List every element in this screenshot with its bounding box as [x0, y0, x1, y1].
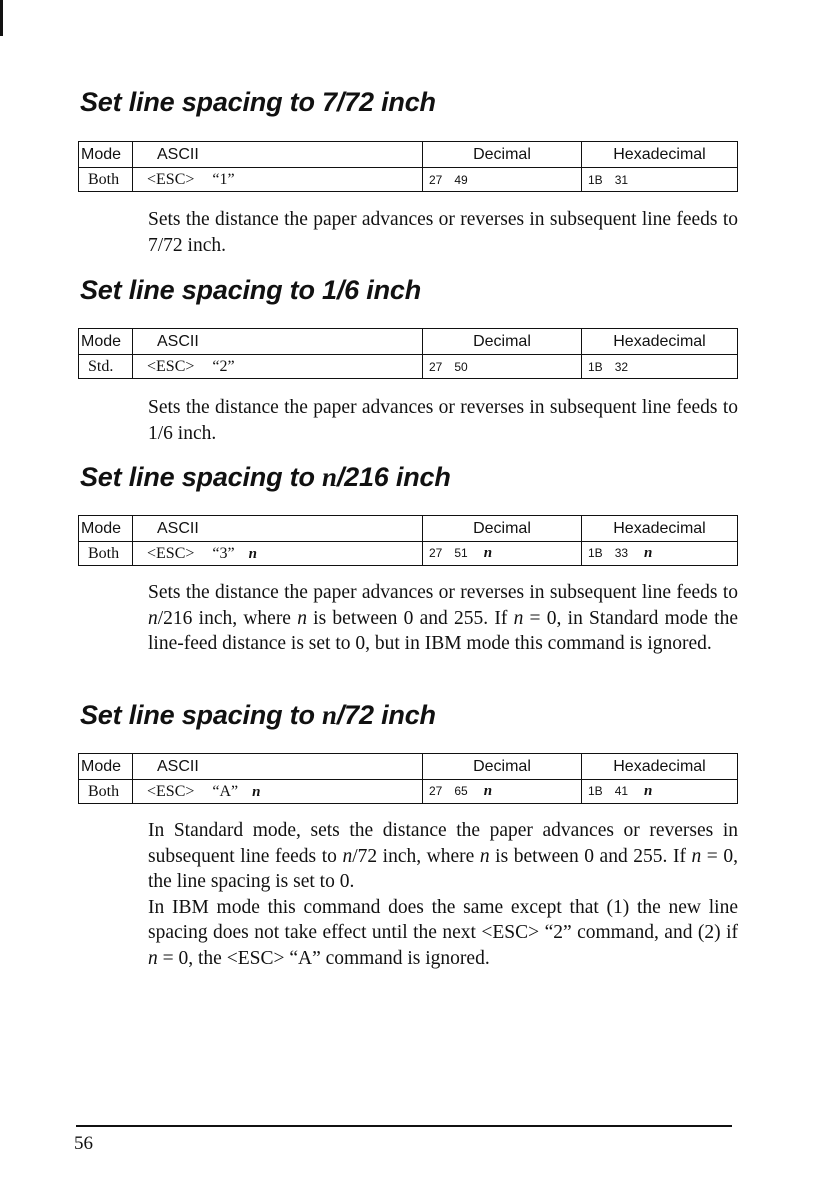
section-title-n-216 [80, 462, 451, 493]
desc-text: Sets the distance the paper advances or reverses in subsequent line feeds to [148, 582, 738, 603]
title-text: Set line spacing to [80, 462, 323, 492]
hex-value: 1B [588, 172, 603, 187]
mode-cell: Both [79, 780, 133, 804]
header-mode: Mode [79, 142, 133, 168]
dec-value: 50 [454, 359, 468, 374]
arg-token: “3” [212, 544, 235, 562]
title-text: /216 inch [336, 462, 451, 492]
header-ascii: ASCII [133, 754, 423, 780]
command-table-esc-2 [78, 328, 738, 379]
desc-var-n: n [342, 845, 353, 867]
dec-value: 27 [429, 172, 443, 187]
header-mode: Mode [79, 516, 133, 542]
desc-text: is between 0 and 255. If [306, 607, 514, 629]
param-n: n [248, 545, 257, 562]
hex-cell [582, 542, 738, 566]
table-header-row [79, 329, 738, 355]
section-title-7-72: Set line spacing to 7/72 inch [80, 87, 436, 117]
decimal-cell [423, 355, 582, 379]
page-number: 56 [74, 1133, 93, 1154]
hex-cell [582, 780, 738, 804]
desc-text: = 0, the <ESC> “A” command is ignored. [157, 947, 490, 969]
dec-value: 27 [429, 546, 443, 560]
header-hexadecimal: Hexadecimal [582, 516, 738, 542]
hex-cell [582, 168, 738, 192]
header-hexadecimal: Hexadecimal [582, 754, 738, 780]
hex-value: 32 [614, 359, 629, 374]
param-n: n [483, 545, 493, 561]
table-header-row [79, 516, 738, 542]
desc-text: /216 inch, where [157, 607, 298, 629]
header-ascii: ASCII [133, 516, 423, 542]
decimal-cell [423, 542, 582, 566]
title-text: /72 inch [336, 700, 436, 730]
dec-value: 51 [454, 546, 468, 560]
section-title-n-72 [80, 700, 436, 731]
table-row [79, 168, 738, 192]
header-ascii: ASCII [133, 142, 423, 168]
dec-value: 27 [429, 784, 443, 798]
desc-var-n: n [148, 947, 158, 969]
esc-token: <ESC> [147, 544, 195, 562]
dec-value: 27 [429, 359, 443, 374]
desc-text: = 0, the line spacing is set to 0. [148, 845, 738, 892]
header-mode: Mode [79, 754, 133, 780]
hex-value: 1B [588, 784, 603, 798]
desc-text: In IBM mode this command does the same except that (1) the new line spacing does not take effect until the next <ESC> “2” command, and (2) if [148, 896, 738, 943]
section-description: Sets the distance the paper advances or reverses in subsequent line feeds to 1/6 inch. [148, 397, 738, 444]
footer-rule [76, 1125, 732, 1127]
hex-value: 33 [614, 546, 629, 560]
mode-cell: Both [79, 542, 133, 566]
section-description [148, 818, 738, 971]
ascii-cell [133, 168, 423, 192]
header-decimal: Decimal [423, 516, 582, 542]
desc-text: = 0, in Standard mode the line-feed distance is set to 0, but in IBM mode this command is ignored. [148, 607, 738, 654]
header-decimal: Decimal [423, 754, 582, 780]
desc-var-n: n [297, 607, 307, 629]
header-decimal: Decimal [423, 142, 582, 168]
header-decimal: Decimal [423, 329, 582, 355]
desc-text: is between 0 and 255. If [489, 845, 692, 867]
header-hexadecimal: Hexadecimal [582, 142, 738, 168]
decimal-cell [423, 168, 582, 192]
table-row [79, 542, 738, 566]
mode-cell: Std. [79, 355, 133, 379]
param-n: n [483, 783, 493, 799]
esc-token: <ESC> [147, 782, 195, 800]
hex-value: 1B [588, 359, 603, 374]
ascii-cell [133, 542, 423, 566]
title-variable: n [322, 462, 337, 492]
param-n: n [644, 545, 653, 561]
header-hexadecimal: Hexadecimal [582, 329, 738, 355]
dec-value: 65 [454, 784, 468, 798]
decimal-cell [423, 780, 582, 804]
header-mode: Mode [79, 329, 133, 355]
command-table-esc-3 [78, 515, 738, 566]
desc-text: /72 inch, where [352, 845, 480, 867]
hex-value: 41 [614, 784, 629, 798]
title-variable: n [322, 700, 337, 730]
arg-token: “1” [212, 170, 235, 188]
desc-var-n: n [691, 845, 702, 867]
ascii-cell [133, 355, 423, 379]
mode-cell: Both [79, 168, 133, 192]
desc-var-n: n [148, 607, 158, 629]
section-title-1-6: Set line spacing to 1/6 inch [80, 275, 421, 305]
title-text: Set line spacing to [80, 700, 323, 730]
param-n: n [644, 783, 653, 799]
table-header-row [79, 754, 738, 780]
desc-var-n: n [479, 845, 490, 867]
hex-value: 31 [614, 172, 629, 187]
section-description [148, 580, 738, 657]
table-row [79, 780, 738, 804]
esc-token: <ESC> [147, 170, 195, 188]
esc-token: <ESC> [147, 357, 195, 375]
arg-token: “A” [212, 782, 239, 800]
desc-text: In Standard mode, sets the distance the paper advances or reverses in subsequent line feeds to [148, 820, 738, 867]
desc-var-n: n [513, 607, 524, 629]
arg-token: “2” [212, 357, 235, 375]
hex-cell [582, 355, 738, 379]
table-row [79, 355, 738, 379]
command-table-esc-1 [78, 141, 738, 192]
dec-value: 49 [454, 172, 468, 187]
command-table-esc-A [78, 753, 738, 804]
scan-edge-mark [0, 0, 3, 36]
hex-value: 1B [588, 546, 603, 560]
table-header-row [79, 142, 738, 168]
section-description: Sets the distance the paper advances or reverses in subsequent line feeds to 7/72 inch. [148, 209, 738, 256]
ascii-cell [133, 780, 423, 804]
header-ascii: ASCII [133, 329, 423, 355]
param-n: n [252, 783, 261, 800]
